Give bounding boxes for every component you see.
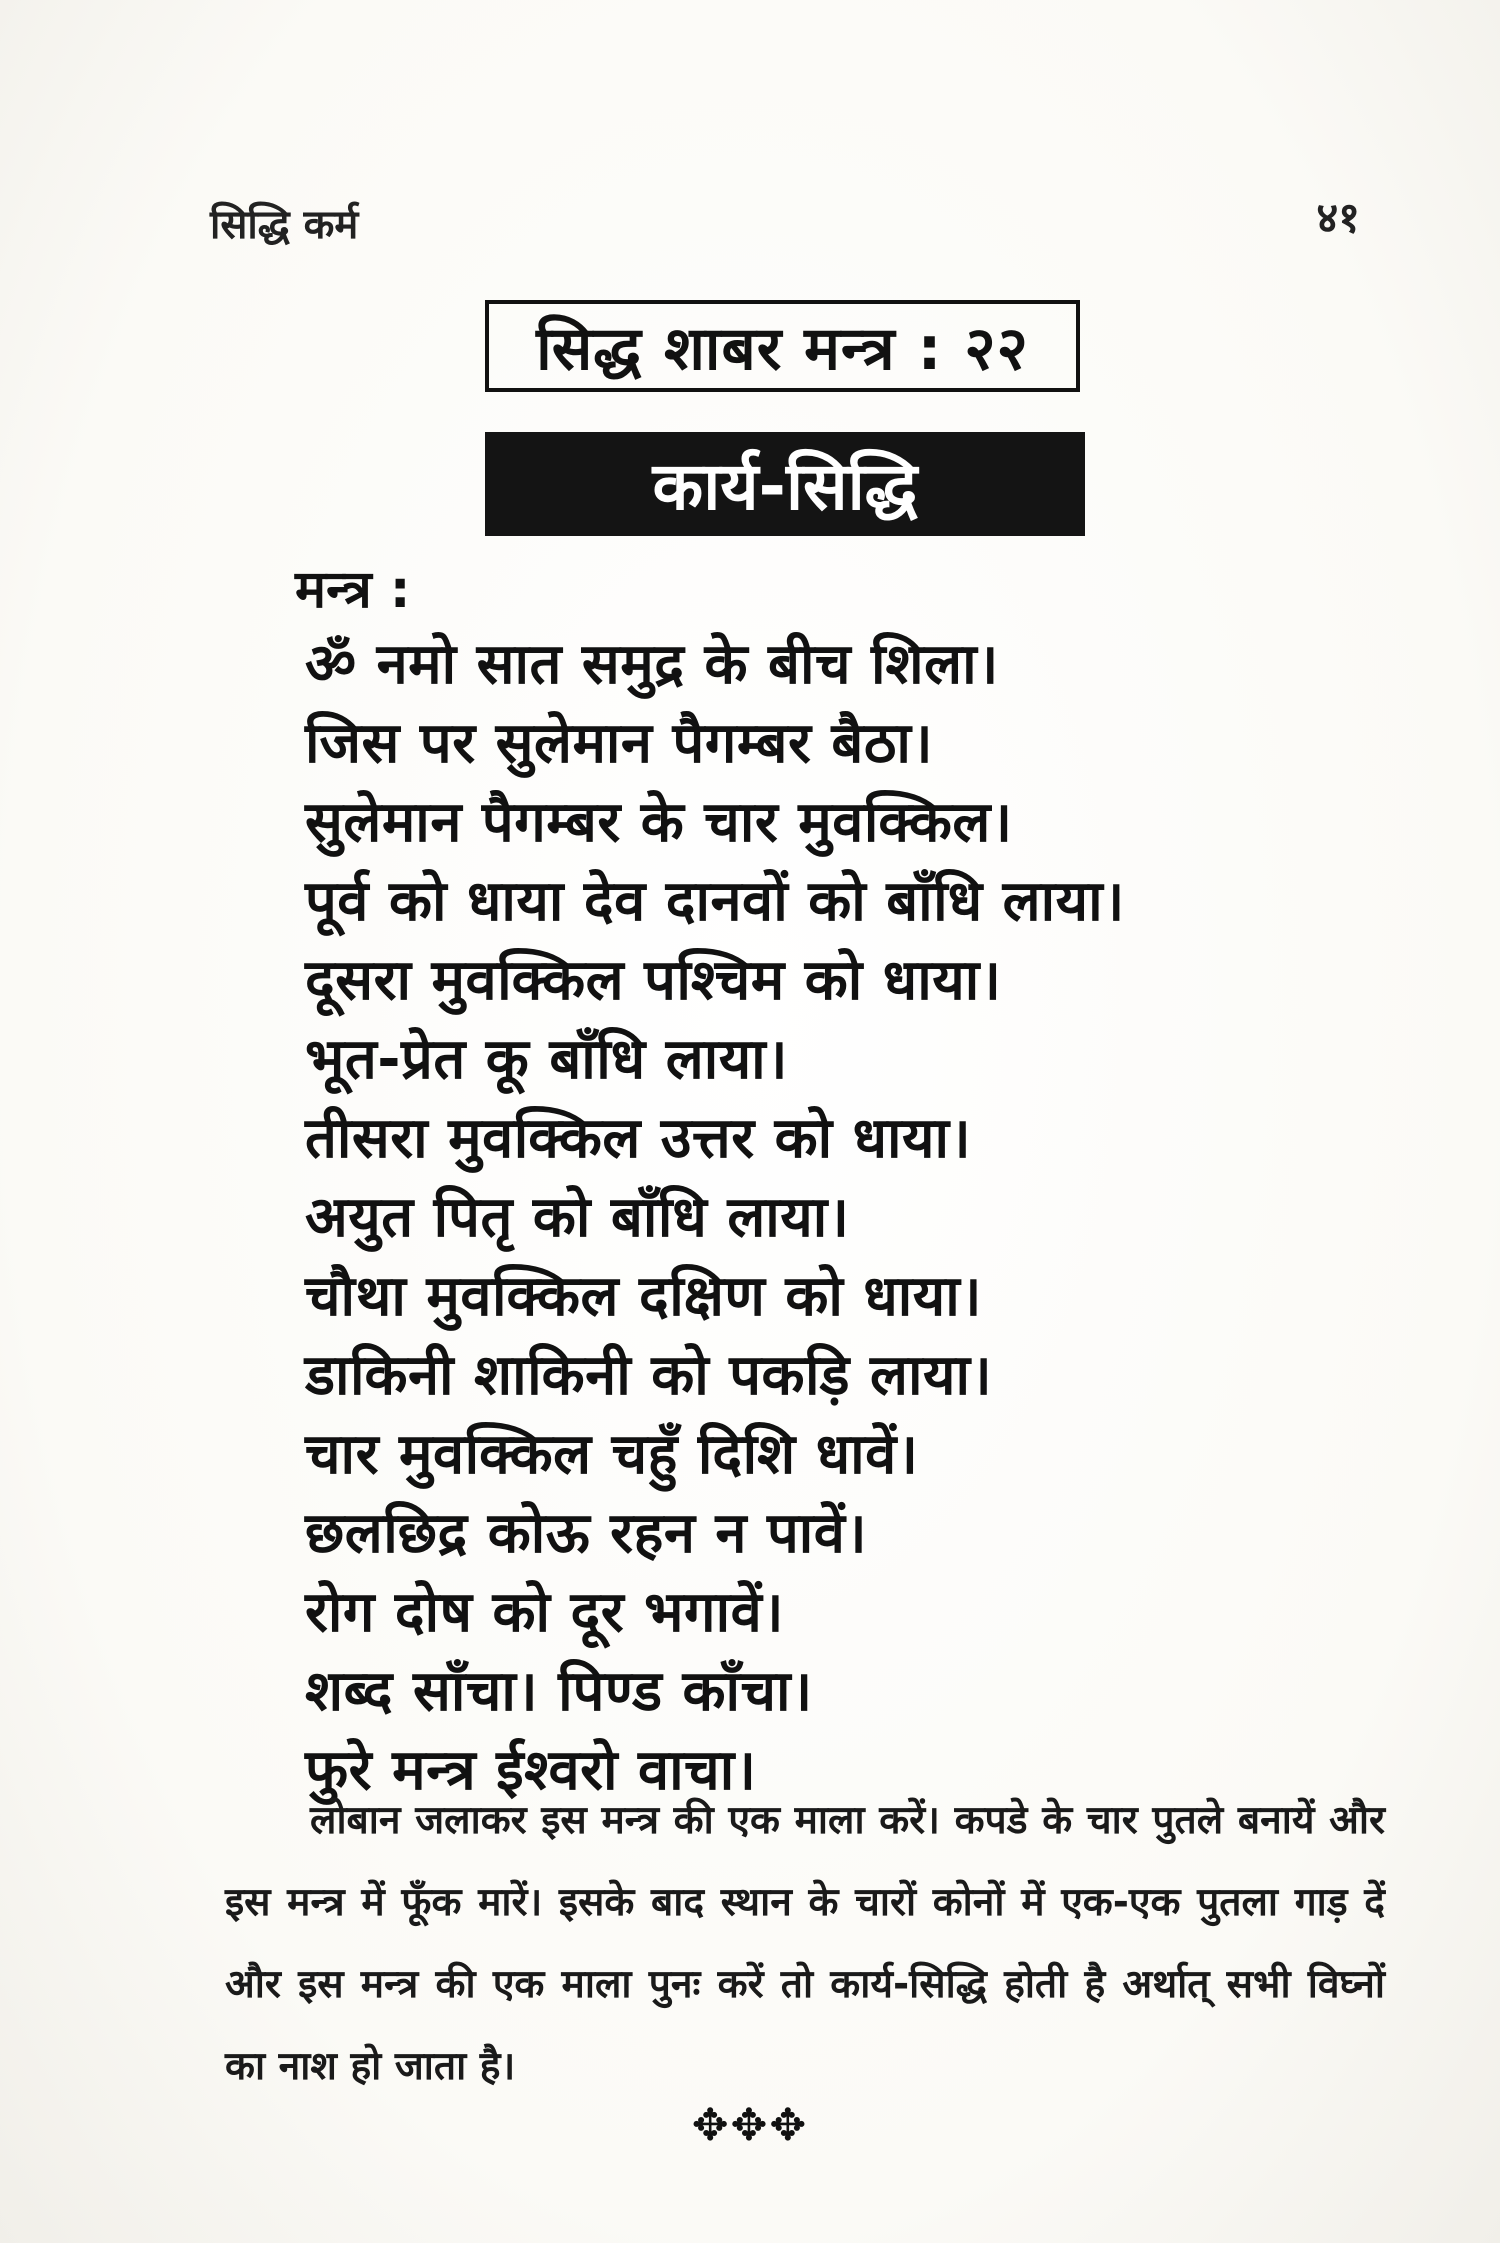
mantra-line: भूत-प्रेत कू बाँधि लाया। [305, 1027, 788, 1092]
topic-title: कार्य-सिद्धि [652, 448, 918, 525]
mantra-line: फुरे मन्त्र ईश्वरो वाचा। [305, 1738, 757, 1803]
mantra-line: डाकिनी शाकिनी को पकड़ि लाया। [305, 1343, 993, 1408]
section-title: सिद्ध शाबर मन्त्र : २२ [536, 314, 1029, 384]
mantra-line: ॐ नमो सात समुद्र के बीच शिला। [305, 632, 999, 697]
mantra-line: चौथा मुवक्किल दक्षिण को धाया। [305, 1264, 983, 1329]
instructions-paragraph: लोबान जलाकर इस मन्त्र की एक माला करें। कपडे के चार पुतले बनायें और इस मन्त्र में फूँक मारें। इसके बाद स्थान के चारों कोनों में एक-एक पुतला गाड़ दें और इस मन्त्र की एक माला पुनः करें तो कार्य-सिद्धि होती है अर्थात् सभी विघ्नों का नाश हो जाता है। [225, 1798, 1385, 2089]
mantra-line: जिस पर सुलेमान पैगम्बर बैठा। [305, 711, 934, 776]
mantra-line: रोग दोष को दूर भगावें। [305, 1580, 784, 1645]
end-ornament: ✥✥✥ [691, 2100, 809, 2151]
running-head: सिद्धि कर्म [210, 202, 359, 248]
mantra-line: छलछिद्र कोऊ रहन न पावें। [305, 1501, 868, 1566]
mantra-label: मन्त्र : [295, 560, 411, 620]
mantra-line: अयुत पितृ को बाँधि लाया। [305, 1185, 850, 1250]
section-title-box [485, 300, 1080, 392]
mantra-line: सुलेमान पैगम्बर के चार मुवक्किल। [305, 790, 1013, 855]
mantra-line: दूसरा मुवक्किल पश्चिम को धाया। [305, 948, 1002, 1013]
topic-banner [485, 432, 1085, 536]
mantra-line: तीसरा मुवक्किल उत्तर को धाया। [305, 1106, 972, 1171]
mantra-text [305, 625, 1425, 1810]
mantra-line: शब्द साँचा। पिण्ड काँचा। [305, 1659, 813, 1724]
mantra-line: पूर्व को धाया देव दानवों को बाँधि लाया। [305, 869, 1125, 934]
mantra-line: चार मुवक्किल चहुँ दिशि धावें। [305, 1422, 919, 1487]
page-number: ४१ [1316, 193, 1360, 242]
